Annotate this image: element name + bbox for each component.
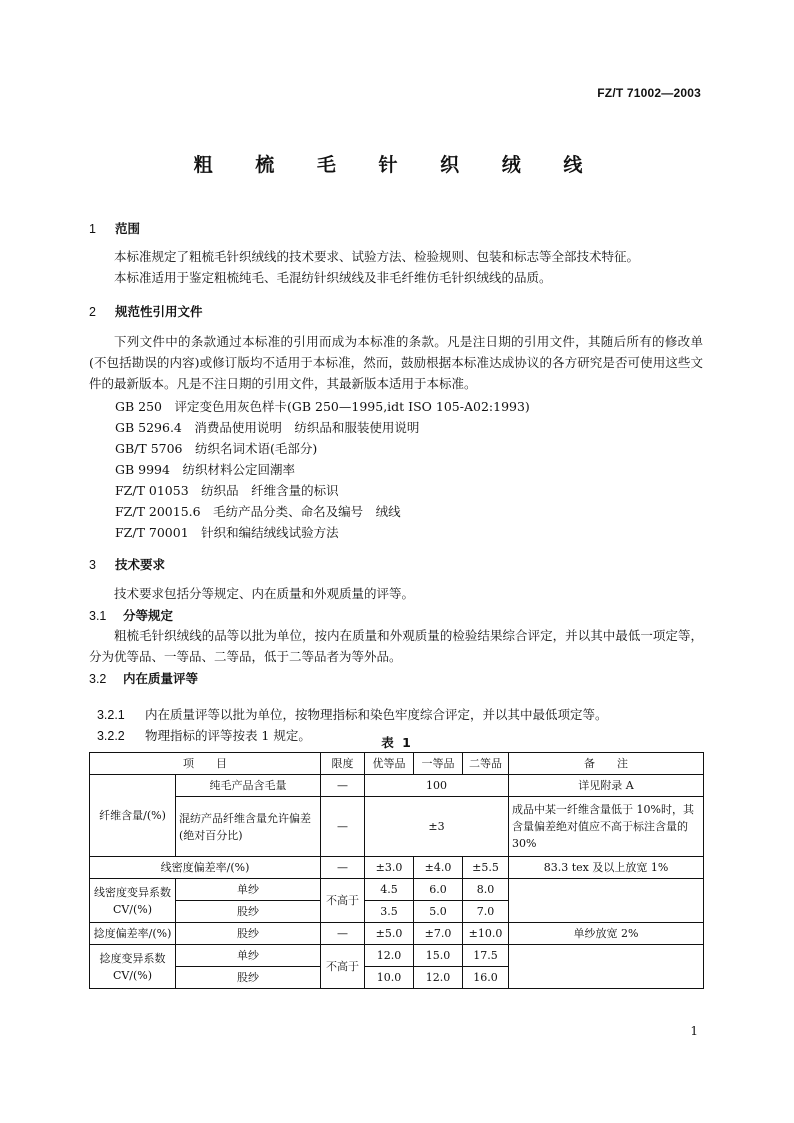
table-row (90, 797, 704, 857)
value-cell: 3.5 (365, 901, 414, 923)
clause-number: 3.2.1 (96, 708, 125, 722)
table-row (90, 857, 704, 879)
section-3-heading (89, 555, 165, 573)
clause-text: 物理指标的评等按表 1 规定。 (144, 728, 311, 743)
section-2-intro: 下列文件中的条款通过本标准的引用而成为本标准的条款。凡是注日期的引用文件，其随后所有的修改单(不包括勘误的内容)或修订版均不适用于本标准，然而，鼓励根据本标准达成协议的各方研究是否可使用这些文件的最新版本。凡是不注日期的引用文件，其最新版本适用于本标准。 (89, 334, 703, 391)
row-sub-label: 纯毛产品含毛量 (176, 775, 321, 797)
section-number: 1 (89, 222, 96, 236)
header-grade-first: 一等品 (414, 753, 463, 775)
row-label: 捻度变异系数 CV/(%) (90, 945, 176, 989)
value-cell: ±3.0 (365, 857, 414, 879)
subsection-3-2-heading (89, 669, 198, 687)
subsection-3-1-text: 粗梳毛针织绒线的品等以批为单位，按内在质量和外观质量的检验结果综合评定，并以其中最低一项定等，分为优等品、一等品、二等品，低于二等品者为等外品。 (89, 628, 703, 664)
limit-cell: — (321, 857, 365, 879)
value-cell: ±3 (365, 797, 509, 857)
reference-item: GB 9994 纺织材料公定回潮率 (115, 462, 295, 477)
standard-code: FZ/T 71002—2003 (597, 86, 701, 100)
value-cell: ±5.5 (463, 857, 509, 879)
subsection-title: 内在质量评等 (123, 671, 199, 686)
value-cell: 100 (365, 775, 509, 797)
section-1-paragraph: 本标准规定了粗梳毛针织绒线的技术要求、试验方法、检验规则、包装和标志等全部技术特征。 (114, 249, 640, 264)
value-cell: 15.0 (414, 945, 463, 967)
row-sub-label: 单纱 (176, 945, 321, 967)
value-cell: ±7.0 (414, 923, 463, 945)
section-1-paragraph: 本标准适用于鉴定粗梳纯毛、毛混纺针织绒线及非毛纤维仿毛针织绒线的品质。 (114, 270, 552, 285)
value-cell: ±4.0 (414, 857, 463, 879)
section-number: 3 (89, 558, 96, 572)
value-cell: 17.5 (463, 945, 509, 967)
value-cell: 4.5 (365, 879, 414, 901)
remark-cell: 单纱放宽 2% (509, 923, 704, 945)
value-cell: 12.0 (365, 945, 414, 967)
header-grade-second: 二等品 (463, 753, 509, 775)
reference-item: FZ/T 01053 纺织品 纤维含量的标识 (115, 483, 339, 498)
limit-cell: — (321, 797, 365, 857)
table-row (90, 879, 704, 901)
table-row (90, 775, 704, 797)
clause-text: 内在质量评等以批为单位，按物理指标和染色牢度综合评定，并以其中最低项定等。 (144, 707, 608, 722)
header-grade-premium: 优等品 (365, 753, 414, 775)
document-title: 粗 梳 毛 针 织 绒 线 (193, 154, 601, 176)
value-cell: 6.0 (414, 879, 463, 901)
reference-item: GB/T 5706 纺织名词术语(毛部分) (115, 441, 318, 456)
value-cell: 16.0 (463, 967, 509, 989)
value-cell: 7.0 (463, 901, 509, 923)
table-title: 表 1 (381, 735, 413, 750)
reference-item: FZ/T 70001 针织和编结绒线试验方法 (115, 525, 339, 540)
section-title: 范围 (115, 221, 141, 236)
row-sub-label: 单纱 (176, 879, 321, 901)
section-number: 2 (89, 305, 96, 319)
header-limit: 限度 (321, 753, 365, 775)
limit-cell: — (321, 775, 365, 797)
limit-cell: 不高于 (321, 945, 365, 989)
limit-cell: — (321, 923, 365, 945)
remark-cell: 详见附录 A (509, 775, 704, 797)
section-1-heading (89, 219, 140, 237)
value-cell: ±5.0 (365, 923, 414, 945)
physical-index-table (89, 752, 704, 989)
value-cell: 10.0 (365, 967, 414, 989)
remark-cell (509, 945, 704, 989)
page-number: 1 (690, 1024, 698, 1038)
section-title: 规范性引用文件 (115, 304, 203, 319)
header-remark: 备 注 (509, 753, 704, 775)
value-cell: 12.0 (414, 967, 463, 989)
table-row (90, 923, 704, 945)
remark-cell (509, 879, 704, 923)
clause-number: 3.2.2 (96, 729, 125, 743)
subsection-number: 3.2 (89, 672, 107, 686)
table-row (90, 945, 704, 967)
row-label: 线密度变异系数 CV/(%) (90, 879, 176, 923)
row-sub-label: 股纱 (176, 923, 321, 945)
row-label: 捻度偏差率/(%) (90, 923, 176, 945)
subsection-number: 3.1 (89, 609, 107, 623)
section-2-heading (89, 302, 203, 320)
value-cell: ±10.0 (463, 923, 509, 945)
subsection-title: 分等规定 (123, 608, 174, 623)
reference-item: GB 250 评定变色用灰色样卡(GB 250—1995,idt ISO 105-A02:1993) (115, 399, 530, 414)
header-item: 项 目 (90, 753, 321, 775)
value-cell: 8.0 (463, 879, 509, 901)
subsection-3-1-heading (89, 606, 173, 624)
row-label: 线密度偏差率/(%) (90, 857, 321, 879)
row-sub-label: 混纺产品纤维含量允许偏差(绝对百分比) (176, 797, 321, 857)
remark-cell: 83.3 tex 及以上放宽 1% (509, 857, 704, 879)
row-sub-label: 股纱 (176, 901, 321, 923)
remark-cell: 成品中某一纤维含量低于 10%时，其含量偏差绝对值应不高于标注含量的 30% (509, 797, 704, 857)
limit-cell: 不高于 (321, 879, 365, 923)
reference-item: GB 5296.4 消费品使用说明 纺织品和服装使用说明 (115, 420, 420, 435)
fiber-content-label: 纤维含量/(%) (90, 775, 176, 857)
row-sub-label: 股纱 (176, 967, 321, 989)
section-title: 技术要求 (115, 557, 166, 572)
section-3-intro: 技术要求包括分等规定、内在质量和外观质量的评等。 (114, 586, 415, 601)
table-header-row (90, 753, 704, 775)
reference-item: FZ/T 20015.6 毛纺产品分类、命名及编号 绒线 (115, 504, 401, 519)
value-cell: 5.0 (414, 901, 463, 923)
